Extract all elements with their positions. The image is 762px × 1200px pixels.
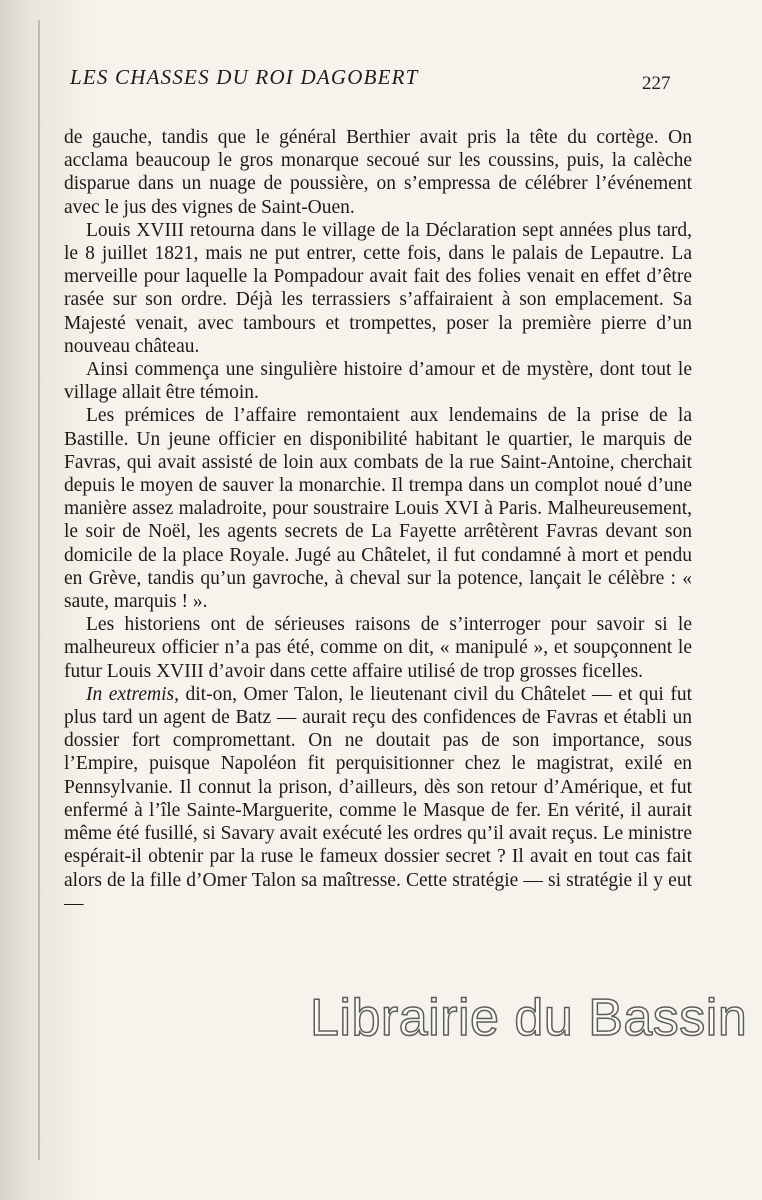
paragraph-3: Ainsi commença une singulière histoire d’amour et de mystère, dont tout le village allait être témoin.	[64, 359, 692, 404]
paragraph-6	[64, 683, 692, 915]
paragraph-1: de gauche, tandis que le général Berthier avait pris la tête du cortège. On acclama beaucoup le gros monarque secoué sur les coussins, puis, la calèche disparue dans un nuage de poussière, on s’empressa de célébrer l’événement avec le jus des vignes de Saint-Ouen.	[64, 127, 692, 218]
paragraph-2: Louis XVIII retourna dans le village de la Déclaration sept années plus tard, le 8 juillet 1821, mais ne put entrer, cette fois, dans le palais de Lepautre. La merveille pour laquelle la Pompadour avait fait des folies venait en effet d’être rasée sur son ordre. Déjà les terrassiers s’affairaient à son emplacement. Sa Majesté venait, avec tambours et trompettes, poser la première pierre d’un nouveau château.	[64, 219, 692, 357]
italic-lead: In extremis,	[86, 683, 179, 705]
paragraph-4: Les prémices de l’affaire remontaient aux lendemains de la prise de la Bastille. Un jeune officier en disponibilité habitant le quartier, le marquis de Favras, qui avait assisté de loin aux combats de la rue Saint-Antoine, cherchait depuis le moyen de sauver la monarchie. Il trempa dans un complot noué d’une manière assez maladroite, pour soustraire Louis XVI à Paris. Malheureusement, le soir de Noël, les agents secrets de La Fayette arrêtèrent Favras devant son domicile de la place Royale. Jugé au Châtelet, il fut condamné à mort et pendu en Grève, tandis qu’un gavroche, à cheval sur la potence, lançait le célèbre : « saute, marquis ! ».	[64, 405, 692, 613]
body-text	[64, 126, 692, 915]
paragraph-5: Les historiens ont de sérieuses raisons de s’interroger pour savoir si le malheureux officier n’a pas été, comme on dit, « manipulé », et soupçonnent le futur Louis XVIII d’avoir dans cette affaire utilisé de trop grosses ficelles.	[64, 614, 692, 682]
book-gutter	[0, 0, 50, 1200]
binding-shadow	[38, 20, 40, 1160]
paragraph-6-text: dit-on, Omer Talon, le lieutenant civil du Châtelet — et qui fut plus tard un agent de Batz — aurait reçu des confidences de Favras et établi un dossier fort compromettant. On ne doutait pas de son importance, sous l’Empire, puisque Napoléon fit perquisitionner chez le magistrat, exilé en Pennsylvanie. Il connut la prison, d’ailleurs, dès son retour d’Amérique, et fut enfermé à l’île Sainte-Marguerite, comme le Masque de fer. En vérité, il aurait même été fusillé, si Savary avait exécuté les ordres qu’il avait reçus. Le ministre espérait-il obtenir par la ruse le fameux dossier secret ? Il avait en tout cas fait alors de la fille d’Omer Talon sa maîtresse. Cette stratégie — si stratégie il y eut —	[64, 683, 692, 914]
page-number: 227	[642, 73, 671, 94]
watermark: Librairie du Bassin	[310, 989, 748, 1047]
running-title: LES CHASSES DU ROI DAGOBERT	[70, 65, 419, 89]
